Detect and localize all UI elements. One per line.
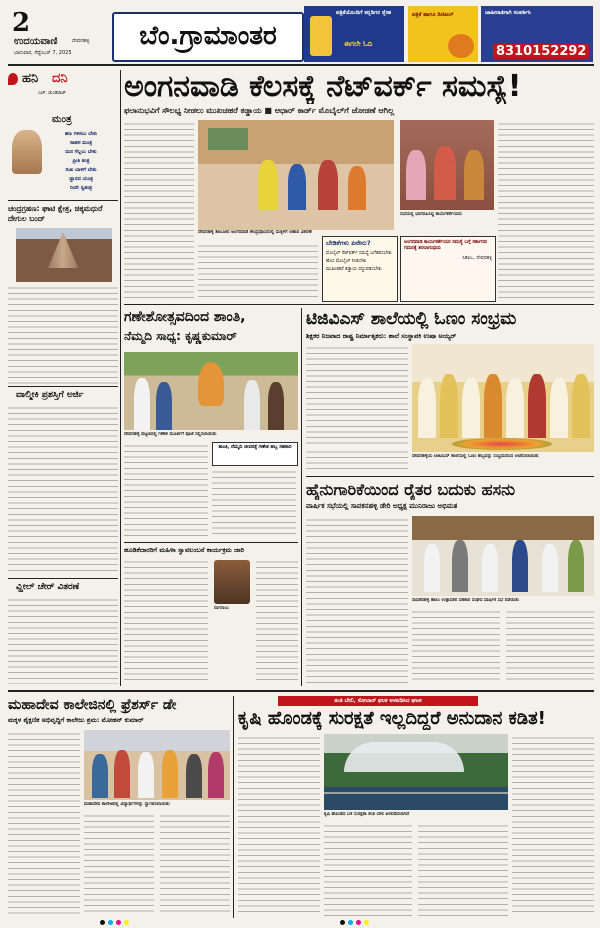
ganesha-mugshot-caption: ನಾಗರಾಜು <box>214 606 229 611</box>
dairy-photo <box>412 516 594 596</box>
polyhouse-photo <box>324 734 508 810</box>
lead-subheadline: ಫಲಾನುಭವಿಗೆ ಸೌಲಭ್ಯ ನೀಡಲು ಮುಖಚಹರೆ ಕಡ್ಡಾಯ ■ ಆಧಾರ್ ಕಾರ್ಡ್ ಮೊಬೈಲ್‌ಗೆ ಜೋಡಣೆ ಆಗಿಲ್ಲ <box>124 106 395 115</box>
lead-side-caption: ಸಭೆಯಲ್ಲಿ ಭಾಗವಹಿಸಿದ್ದ ಕಾರ್ಯಕರ್ತೆಯರು <box>400 212 462 217</box>
polyhouse-kicker: ತಂತಿ ಬೇಲಿ, ಸೋಲಾರ್ ಫಲಕ ಅಳವಡಿಸಿದ ಘಟಕ <box>278 696 478 706</box>
lead-story <box>124 70 594 302</box>
page-number: 2 <box>12 8 31 38</box>
dairy-headline: ಹೈನುಗಾರಿಕೆಯಿಂದ ರೈತರ ಬದುಕು ಹಸನು <box>306 480 516 499</box>
column-header-hani-dani <box>8 70 118 88</box>
lead-side-photo <box>400 120 494 210</box>
temple-photo <box>16 228 112 282</box>
story3-headline: ವ್ಹೀಲ್ ಚೇರ್ ವಿತರಣೆ <box>16 582 80 592</box>
lead-main-photo <box>198 120 394 230</box>
polyhouse-story <box>238 696 594 918</box>
college-subheadline: ಮಕ್ಕಳ ಶೈಕ್ಷಣಿಕ ಅಭಿವೃದ್ಧಿಗೆ ಕಾಲೇಜು ಶ್ರಮ: ಮೋಹನ್ ಕುಮಾರ್ <box>8 716 144 724</box>
onam-photo <box>412 344 594 452</box>
ganesha-photo <box>124 352 298 430</box>
onam-story <box>306 308 594 474</box>
polyhouse-headline: ಕೃಷಿ ಹೊಂಡಕ್ಕೆ ಸುರಕ್ಷತೆ ಇಲ್ಲದಿದ್ದರೆ ಅನುದಾನ ಕಡಿತ! <box>238 708 546 729</box>
ganesha-headline-line1: ಗಣೇಶೋತ್ಸವದಿಂದ ಶಾಂತಿ, <box>124 309 246 325</box>
polyhouse-caption: ಕೃಷಿ ಹೊಂಡದ ಬಳಿ ಸುರಕ್ಷತಾ ತಂತಿ ಬೇಲಿ ಅಳವಡಿಸಲಾಗಿದೆ <box>324 812 410 817</box>
ganesha-mugshot <box>214 560 250 604</box>
registration-marks <box>0 918 600 928</box>
lead-headline: ಅಂಗನವಾಡಿ ಕೆಲಸಕ್ಕೆ ನೆಟ್‌ವರ್ಕ್ ಸಮಸ್ಯೆ! <box>124 70 522 104</box>
onam-headline: ಟಿಜಿವಿಎಸ್ ಶಾಲೆಯಲ್ಲಿ ಓಣಂ ಸಂಭ್ರಮ <box>306 309 517 329</box>
dairy-body-col2 <box>412 608 500 684</box>
masthead <box>0 0 600 66</box>
demands-item: ಹೊಸ ಮೊಬೈಲ್ ನೀಡಬೇಕು <box>326 259 367 264</box>
onam-body <box>306 344 408 444</box>
onam-body-2 <box>306 448 408 474</box>
dairy-body-col3 <box>506 608 594 684</box>
polyhouse-body-col2 <box>324 822 412 916</box>
column-author: ಎಚ್. ಡುಂಡಿರಾಜ್ <box>38 91 66 96</box>
masthead-ad-1: ಪತ್ರಿಕೆಯೊಂದಿಗೆ ಕನ್ನಡಿಗರ ಸ್ನೇಹ ಈಗಲೇ ಓದಿ <box>304 6 404 62</box>
ad-phone-number: 8310152292 <box>493 44 589 59</box>
dairy-story <box>306 480 594 686</box>
section-title: ಬೆಂ.ಗ್ರಾಮಾಂತರ <box>139 21 277 51</box>
lead-quote-author: ಸಿಡಿಪಿಒ, ದೇವನಹಳ್ಳಿ <box>462 256 492 262</box>
college-headline: ಮಹಾದೇವ ಕಾಲೇಜಿನಲ್ಲಿ ಫ್ರೆಶರ್ಸ್ ಡೇ <box>8 697 177 713</box>
demands-box <box>322 236 398 302</box>
onam-subheadline: ಶಿಕ್ಷಕರ ನಿಜವಾದ ರಾಷ್ಟ್ರ ನಿರ್ಮಾತೃಕರು: ಶಾಲೆ ಸಂಸ್ಥಾಪಕಿ ಉಷಾ ಅಯ್ಯರ್ <box>306 332 457 340</box>
lead-photo-caption: ದೇವನಹಳ್ಳಿ ತಾಲೂಕಿನ ಅಂಗನವಾಡಿ ಕೇಂದ್ರವೊಂದರಲ್ಲಿ ಮಕ್ಕಳಿಗೆ ಆಹಾರ ವಿತರಣೆ <box>198 230 312 235</box>
section-title-box <box>112 12 304 62</box>
demands-item: ಮುಖಚಹರೆ ಕಡ್ಡಾಯ ರದ್ದುಪಡಿಸಬೇಕು <box>326 267 382 272</box>
polyhouse-body-col3 <box>418 822 508 916</box>
lead-quote-box <box>400 236 496 302</box>
story1-headline: ಚಂದ್ರಗ್ರಹಣ: ಘಾಟಿ ಕ್ಷೇತ್ರ, ಚಿಕ್ಕಮಧುರೆ ದೇಗುಲ ಬಂದ್ <box>8 204 103 223</box>
ganesha-pull-quote: ಶಾಂತಿ, ನೆಮ್ಮದಿ ಜೀವನಕ್ಕೆ ಗಣೇಶ ಹಬ್ಬ ಸಹಕಾರಿ <box>212 442 298 466</box>
column-name-dani: ದನಿ <box>52 71 68 86</box>
ganesha-body-col2 <box>212 468 296 538</box>
polyhouse-body-col1 <box>238 734 320 916</box>
dairy-caption: ಸಾವಕನಹಳ್ಳಿ ಹಾಲು ಉತ್ಪಾದಕರ ಸಹಕಾರ ಸಂಘದ ವಾರ್ಷಿಕ ಸಭೆ ನಡೆಯಿತು <box>412 598 519 603</box>
college-story <box>8 696 230 918</box>
demands-box-title: ಬೇಡಿಕೆಗಳು ಏನೇನು? <box>326 239 371 247</box>
ganesha-story <box>124 308 298 686</box>
ganesha-sub-body-2 <box>256 558 298 684</box>
edition-label: ದೇವನಹಳ್ಳಿ <box>72 38 90 44</box>
demands-item: ಮೊಬೈಲ್ ನೆಟ್‌ವರ್ಕ್ ಸಮಸ್ಯೆ ಬಗೆಹರಿಸಬೇಕು <box>326 251 392 256</box>
story3-body <box>8 596 118 684</box>
dairy-body-col1 <box>306 516 408 684</box>
lead-quote-text: ಅಂಗನವಾಡಿ ಕಾರ್ಯಕರ್ತೆಯರ ಸಮಸ್ಯೆ ಬಗ್ಗೆ ಸರ್ಕಾರದ ಗಮನಕ್ಕೆ ತರಲಾಗುವುದು <box>404 240 487 252</box>
left-column <box>8 70 118 686</box>
paper-name: ಉದಯವಾಣಿ <box>14 36 58 47</box>
masthead-ad-2: ಪತ್ರಿಕೆ ಹಾಗೂ ಡಿಜಿಟಲ್ <box>408 6 478 62</box>
dairy-subheadline: ವಾರ್ಷಿಕ ಸಭೆಯಲ್ಲಿ ಸಾವಕನಹಳ್ಳಿ ಡೇರಿ ಅಧ್ಯಕ್ಷ ಮುನಿರಾಜು ಅಭಿಮತ <box>306 502 458 510</box>
masthead-ad-3: ಜಾಹೀರಾತಿಗಾಗಿ ಸಂಪರ್ಕಿಸಿ 8310152292 <box>481 6 593 62</box>
college-body-col2 <box>84 812 154 916</box>
lead-body-col1 <box>124 120 194 300</box>
dateline: ಭಾನುವಾರ, ಸೆಪ್ಟೆಂಬರ್ 7, 2025 <box>14 50 72 56</box>
poem-title: ಮಂತ್ರ <box>52 114 72 125</box>
ganesha-sub-headline: ಹೂಡಿಕೆದಾರರಿಗೆ ಮಹಿಳಾ ಸ್ವಾವಲಂಬನೆ ಕಾರ್ಯಕ್ರಮ ಜಾರಿ <box>124 546 245 554</box>
college-caption: ಮಹಾದೇವ ಕಾಲೇಜಿನಲ್ಲಿ ವಿದ್ಯಾರ್ಥಿಗಳನ್ನು ಸ್ವಾಗತಿಸಲಾಯಿತು <box>84 802 170 807</box>
ganesha-caption: ದೇವನಹಳ್ಳಿ ಪಟ್ಟಣದಲ್ಲಿ ಗಣೇಶ ಮೂರ್ತಿಗೆ ಪೂಜೆ ಸಲ್ಲಿಸಲಾಯಿತು <box>124 432 217 437</box>
ganesha-body-col1 <box>124 442 208 538</box>
college-body-col1 <box>8 730 80 916</box>
lead-body-col2 <box>198 242 318 300</box>
story2-headline: ವಾಲ್ಮೀಕಿ ಪ್ರಶಸ್ತಿಗೆ ಅರ್ಜಿ <box>16 390 84 400</box>
column-portrait <box>12 130 42 174</box>
column-name-hani: ಹನಿ <box>22 71 39 86</box>
polyhouse-body-col4 <box>512 734 594 916</box>
ganesha-headline-line2: ನೆಮ್ಮದಿ ಸಾಧ್ಯ: ಕೃಷ್ಣಕುಮಾರ್ <box>124 329 237 343</box>
college-body-col3 <box>160 812 230 916</box>
story1-body <box>8 284 118 384</box>
onam-caption: ದೇವನಹಳ್ಳಿಯ ಟಿಜಿವಿಎಸ್ ಶಾಲೆಯಲ್ಲಿ ಓಣಂ ಹಬ್ಬವನ್ನು ಸಂಭ್ರಮದಿಂದ ಆಚರಿಸಲಾಯಿತು <box>412 454 539 459</box>
poem-box: ಹಣ ಗಳಿಸಲು ಬೇಕು ಸಾಹಸ ಮಂತ್ರ ಮನ ಗೆಲ್ಲಲು ಬೇಕು ಪ್ರೀತಿ ತಂತ್ರ ಸುಖ ಬಾಳಿಗೆ ಬೇಕು ಜ್ಞಾನದ ಯಂತ್ರ ನೀವೇ ಸ್ವತಂತ್ರ <box>64 131 98 191</box>
ganesha-sub-body <box>124 558 208 684</box>
college-photo <box>84 730 230 800</box>
lead-right-panel <box>498 120 594 300</box>
story2-body <box>8 404 118 574</box>
